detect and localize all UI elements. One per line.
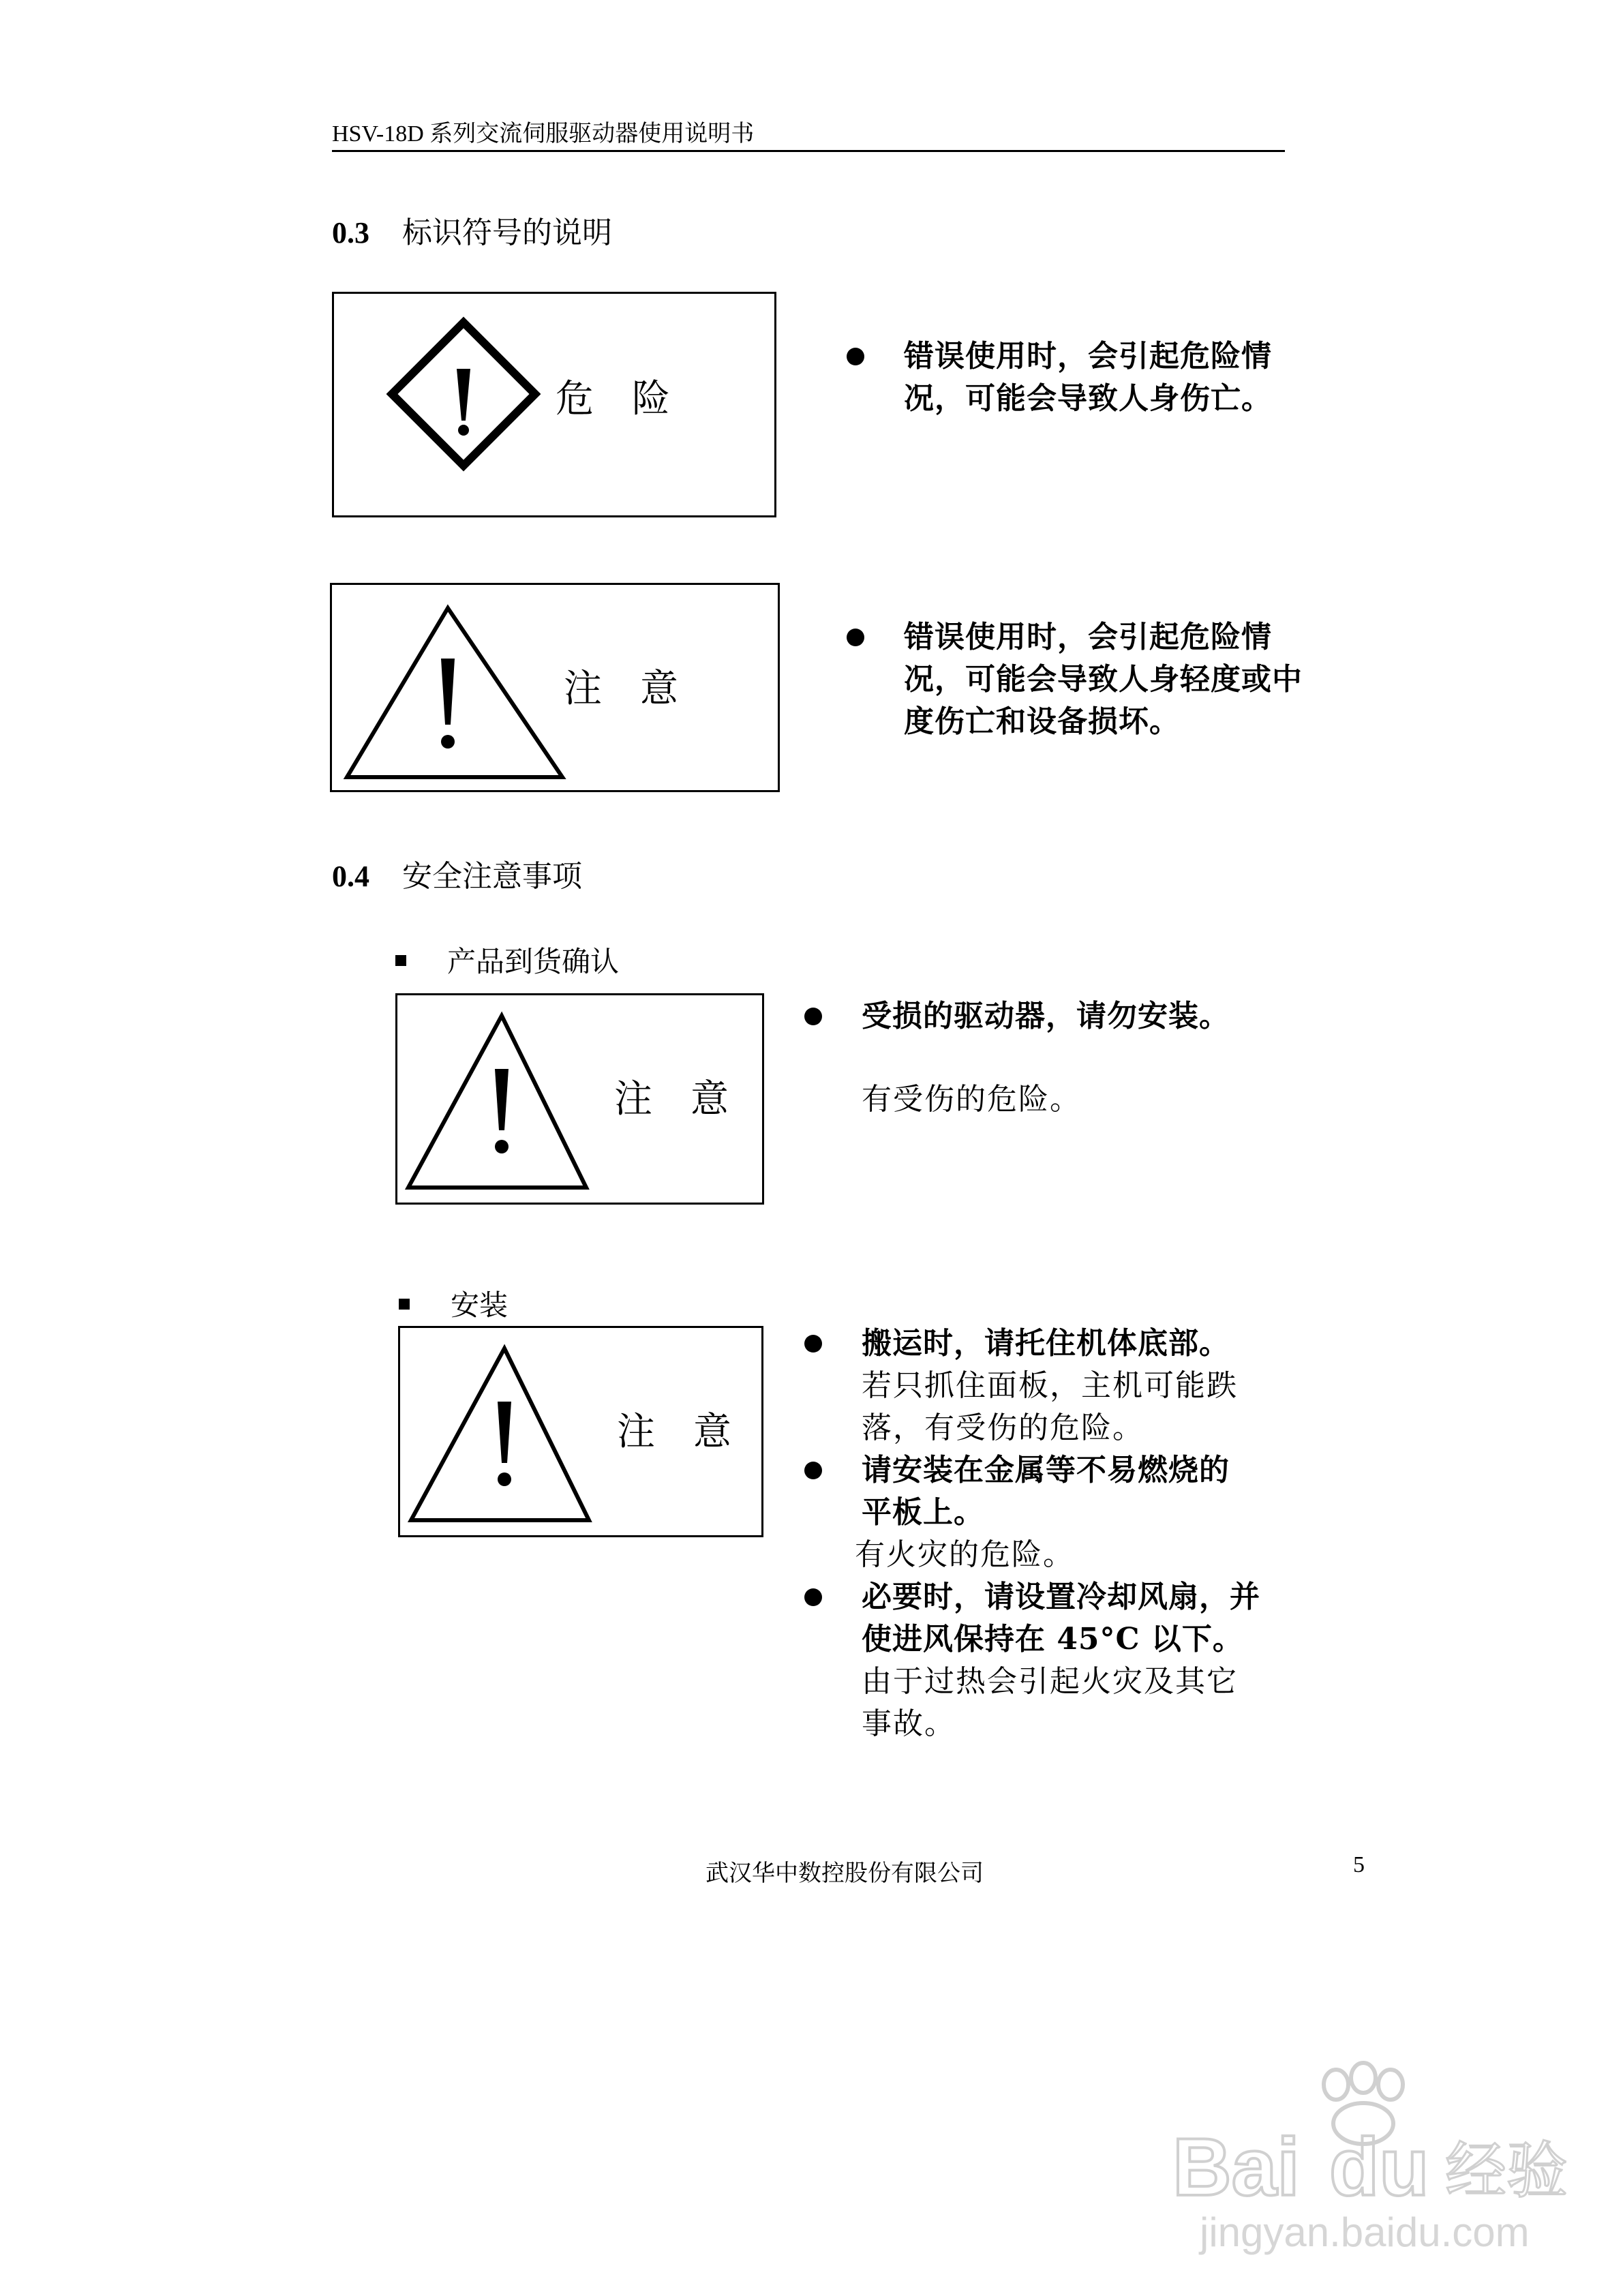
square-bullet-icon bbox=[395, 955, 406, 966]
list-item: 错误使用时，会引起危险情 况，可能会导致人身轻度或中 度伤亡和设备损坏。 bbox=[847, 616, 1365, 743]
running-header: HSV-18D 系列交流伺服驱动器使用说明书 bbox=[332, 121, 755, 147]
svg-text:jingyan.baidu.com: jingyan.baidu.com bbox=[1200, 2209, 1530, 2255]
svg-text:经验: 经验 bbox=[1445, 2135, 1568, 2207]
install-description bbox=[804, 1323, 1322, 1745]
subsection-arrival-heading: 产品到货确认 bbox=[395, 939, 619, 980]
bullet-icon bbox=[847, 348, 864, 365]
header-rule bbox=[332, 150, 1285, 152]
danger-description bbox=[847, 335, 1365, 420]
danger-label: 危 险 bbox=[556, 377, 670, 421]
footer-company: 武汉华中数控股份有限公司 bbox=[706, 1860, 984, 1887]
caution-triangle-icon bbox=[332, 585, 782, 794]
list-item: 错误使用时，会引起危险情 况，可能会导致人身伤亡。 bbox=[847, 335, 1365, 420]
bullet-icon bbox=[804, 1008, 822, 1025]
bullet-icon bbox=[804, 1462, 822, 1479]
caution-symbol-box bbox=[330, 583, 780, 792]
bullet-icon bbox=[804, 1335, 822, 1353]
bullet-icon bbox=[804, 1588, 822, 1606]
caution-label: 注 意 bbox=[617, 1410, 731, 1454]
caution-description bbox=[847, 616, 1365, 743]
section-number: 0.4 bbox=[332, 860, 369, 893]
caution-label: 注 意 bbox=[614, 1077, 729, 1121]
section-title: 安全注意事项 bbox=[402, 859, 582, 894]
list-item: 必要时，请设置冷却风扇，并 使进风保持在 45°C 以下。 由于过热会引起火灾及其它 事故。 bbox=[804, 1576, 1322, 1745]
subsection-install-heading: 安装 bbox=[399, 1283, 508, 1324]
baidu-paw-icon bbox=[1159, 2059, 1581, 2263]
list-item: 请安装在金属等不易燃烧的 平板上。 有火灾的危险。 bbox=[804, 1449, 1322, 1576]
section-title: 标识符号的说明 bbox=[402, 215, 612, 250]
section-0-3-heading bbox=[332, 208, 612, 252]
list-item: 受损的驱动器，请勿安装。 有受伤的危险。 bbox=[804, 995, 1322, 1121]
install-caution-box bbox=[398, 1326, 763, 1537]
page-number: 5 bbox=[1353, 1852, 1365, 1877]
section-0-4-heading bbox=[332, 851, 582, 895]
caution-label: 注 意 bbox=[564, 667, 678, 711]
baidu-jingyan-watermark-logo bbox=[1159, 2059, 1581, 2266]
svg-text:du: du bbox=[1329, 2121, 1429, 2213]
square-bullet-icon bbox=[399, 1299, 410, 1310]
section-number: 0.3 bbox=[332, 216, 369, 250]
danger-symbol-box bbox=[332, 292, 776, 517]
arrival-caution-box bbox=[395, 993, 764, 1205]
arrival-description bbox=[804, 995, 1322, 1121]
svg-text:Bai: Bai bbox=[1172, 2121, 1300, 2213]
bullet-icon bbox=[847, 629, 864, 646]
list-item: 搬运时，请托住机体底部。 若只抓住面板，主机可能跌 落，有受伤的危险。 bbox=[804, 1323, 1322, 1449]
